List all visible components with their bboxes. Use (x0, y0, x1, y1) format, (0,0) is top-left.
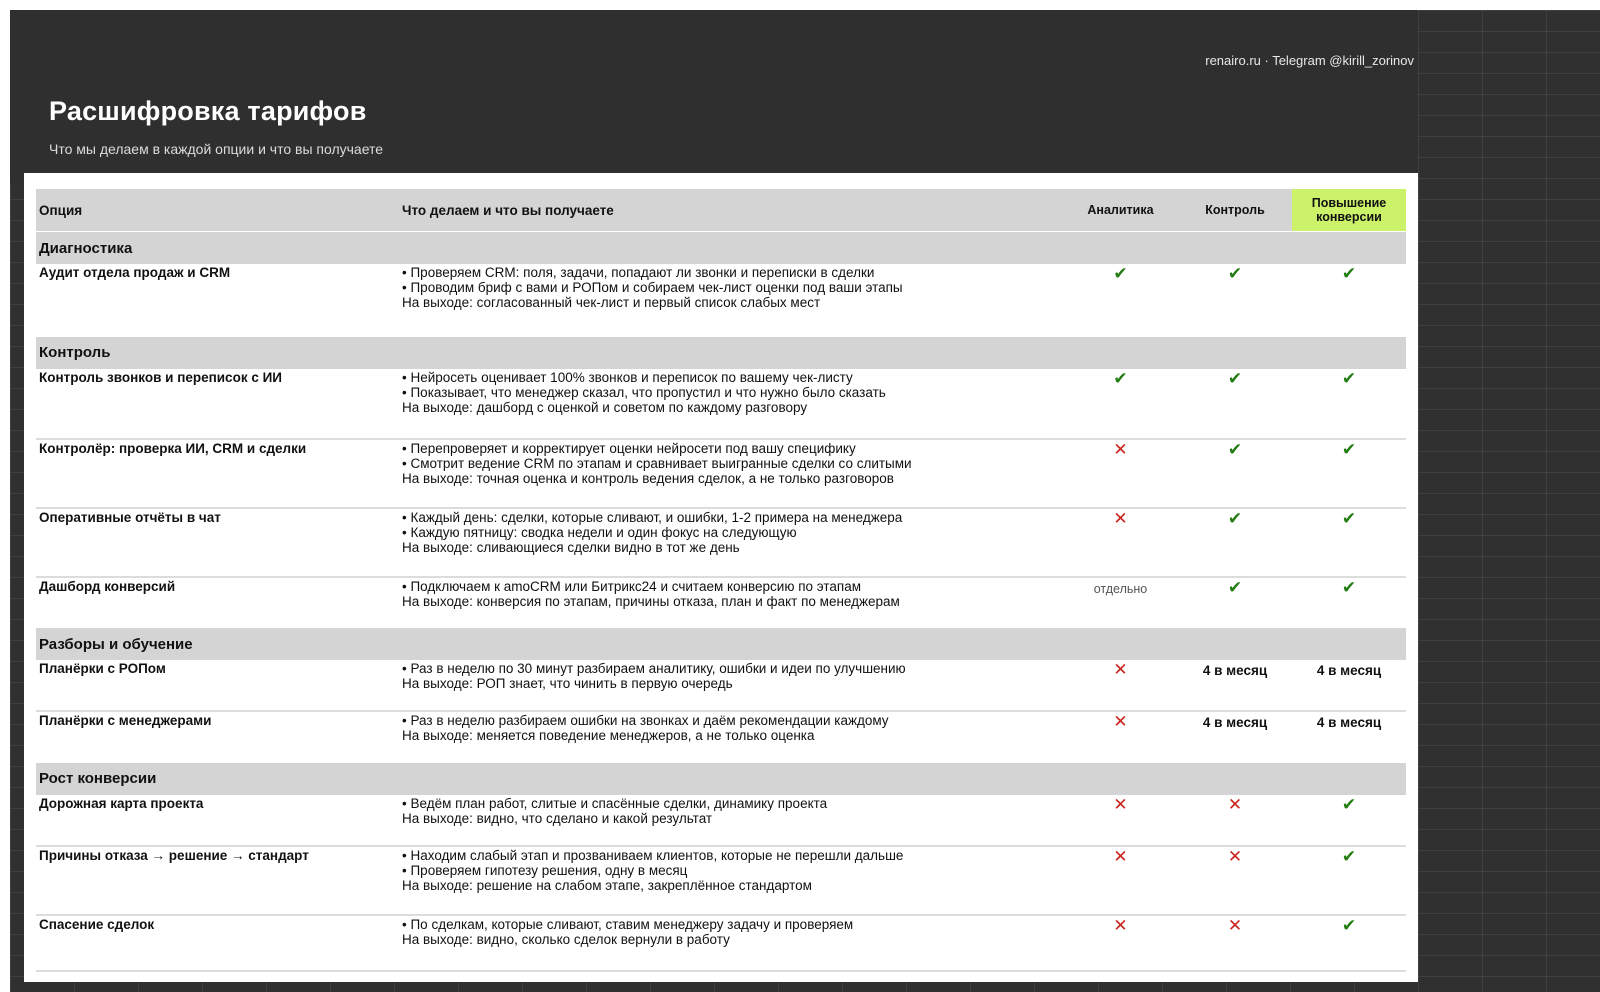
cross-icon: ✕ (1227, 794, 1243, 814)
option-description[interactable] (399, 508, 1063, 577)
plan-cell-plan2[interactable] (1178, 264, 1292, 336)
cross-icon: ✕ (1113, 508, 1128, 528)
plan-cell-plan3[interactable] (1292, 439, 1406, 508)
plan-cell-plan1[interactable] (1063, 369, 1178, 439)
option-description[interactable] (399, 439, 1063, 508)
plan-cell-plan1[interactable] (1063, 846, 1178, 915)
table-header-row (36, 189, 1406, 232)
cross-icon: ✕ (1113, 660, 1128, 679)
plan-cell-plan3[interactable] (1292, 577, 1406, 628)
bullet-line: • Показывает, что менеджер сказал, что пропустил и что нужно было сказать (402, 384, 886, 400)
plan-cell-plan2[interactable] (1178, 660, 1292, 711)
plan-cell-plan1[interactable] (1063, 508, 1178, 577)
result-line: На выходе: меняется поведение менеджеров, а не только оценка (402, 728, 815, 743)
plan-cell-plan1[interactable] (1063, 660, 1178, 711)
check-icon: ✔ (1341, 577, 1357, 597)
check-icon: ✔ (1113, 264, 1128, 283)
note-value: отдельно (1093, 581, 1148, 596)
contact-links[interactable]: renairo.ru · Telegram @kirill_zorinov (1205, 53, 1414, 68)
bullet-line: • Проводим бриф с вами и РОПом и собираем чек-лист оценки под ваши этапы (402, 280, 903, 295)
column-header-conversion[interactable]: Повышение конверсии (1292, 189, 1406, 232)
plan-cell-plan2[interactable] (1178, 795, 1292, 846)
bullet-line: • Раз в неделю разбираем ошибки на звонках и даём рекомендации каждому (402, 713, 889, 728)
plan-cell-plan1[interactable] (1063, 577, 1178, 628)
check-icon: ✔ (1227, 264, 1243, 283)
option-description[interactable] (399, 711, 1063, 762)
check-icon: ✔ (1341, 915, 1357, 935)
section-header-row (36, 232, 1406, 265)
table-row (36, 577, 1406, 628)
column-header-description[interactable]: Что делаем и что вы получаете (399, 189, 1063, 232)
result-line: На выходе: сливающиеся сделки видно в тот же день (402, 539, 740, 555)
option-name[interactable]: Оперативные отчёты в чат (36, 508, 399, 577)
bullet-line: • Находим слабый этап и прозваниваем клиентов, которые не перешли дальше (402, 847, 904, 863)
plan-cell-plan1[interactable] (1063, 264, 1178, 336)
check-icon: ✔ (1341, 508, 1357, 528)
option-name[interactable]: Контроль звонков и переписок с ИИ (36, 369, 399, 439)
option-name[interactable]: Планёрки с менеджерами (39, 713, 212, 728)
option-name[interactable]: Спасение сделок (36, 915, 399, 971)
plan-cell-plan3[interactable] (1292, 711, 1406, 762)
page-subtitle: Что мы делаем в каждой опции и что вы получаете (49, 141, 384, 157)
cross-icon: ✕ (1227, 846, 1243, 866)
table-row (36, 711, 1406, 762)
cross-icon: ✕ (1113, 439, 1128, 459)
result-line: На выходе: решение на слабом этапе, закреплённое стандартом (402, 877, 812, 893)
bullet-line: • По сделкам, которые сливают, ставим менеджеру задачу и проверяем (402, 916, 854, 932)
frequency-value: 4 в месяц (1202, 663, 1268, 678)
check-icon: ✔ (1227, 368, 1243, 388)
bullet-line: • Смотрит ведение CRM по этапам и сравнивает выигранные сделки со слитыми (402, 455, 912, 471)
plan-cell-plan2[interactable] (1178, 439, 1292, 508)
cross-icon: ✕ (1113, 794, 1128, 814)
plan-cell-plan2[interactable] (1178, 846, 1292, 915)
option-name[interactable]: Дорожная карта проекта (36, 795, 399, 846)
column-header-option[interactable]: Опция (36, 189, 399, 232)
bullet-line: • Каждый день: сделки, которые сливают, и ошибки, 1-2 примера на менеджера (402, 509, 903, 525)
table-row (36, 369, 1406, 439)
option-name[interactable]: Аудит отдела продаж и CRM (39, 265, 231, 280)
column-header-control[interactable]: Контроль (1178, 189, 1292, 232)
table-body (36, 232, 1406, 971)
table-row (36, 660, 1406, 711)
check-icon: ✔ (1113, 368, 1128, 388)
plan-cell-plan1[interactable] (1063, 439, 1178, 508)
plan-cell-plan2[interactable] (1178, 915, 1292, 971)
cross-icon: ✕ (1113, 915, 1128, 935)
check-icon: ✔ (1341, 794, 1357, 814)
result-line: На выходе: РОП знает, что чинить в первую очередь (402, 676, 733, 691)
option-name[interactable]: Планёрки с РОПом (36, 660, 399, 711)
section-title[interactable]: Рост конверсии (36, 762, 1406, 795)
frequency-value: 4 в месяц (1202, 715, 1268, 730)
tariff-table (36, 189, 1406, 972)
plan-cell-plan1[interactable] (1063, 795, 1178, 846)
plan-cell-plan1[interactable] (1063, 711, 1178, 762)
section-header-row (36, 628, 1406, 661)
section-header-row (36, 762, 1406, 795)
check-icon: ✔ (1341, 264, 1357, 283)
plan-cell-plan2[interactable] (1178, 711, 1292, 762)
bullet-line: • Ведём план работ, слитые и спасённые сделки, динамику проекта (402, 795, 828, 811)
plan-cell-plan3[interactable] (1292, 915, 1406, 971)
tariff-sheet (24, 173, 1418, 982)
bullet-line: • Подключаем к amoCRM или Битрикс24 и считаем конверсию по этапам (402, 578, 862, 594)
result-line: На выходе: видно, что сделано и какой результат (402, 810, 713, 826)
table-row (36, 915, 1406, 971)
plan-cell-plan3[interactable] (1292, 660, 1406, 711)
table-row (36, 795, 1406, 846)
option-description[interactable] (399, 795, 1063, 846)
check-icon: ✔ (1341, 368, 1357, 388)
check-icon: ✔ (1341, 846, 1357, 866)
option-description[interactable] (399, 264, 1063, 336)
option-description[interactable] (399, 577, 1063, 628)
bullet-line: • Раз в неделю по 30 минут разбираем аналитику, ошибки и идеи по улучшению (402, 661, 906, 676)
section-title[interactable]: Диагностика (36, 232, 1406, 265)
section-title[interactable]: Разборы и обучение (36, 628, 1406, 661)
column-header-analytics[interactable]: Аналитика (1063, 189, 1178, 232)
frequency-value: 4 в месяц (1316, 715, 1382, 730)
section-header-row (36, 336, 1406, 369)
plan-cell-plan1[interactable] (1063, 915, 1178, 971)
option-description[interactable] (399, 369, 1063, 439)
result-line: На выходе: дашборд с оценкой и советом по каждому разговору (402, 399, 808, 415)
bullet-line: • Проверяем гипотезу решения, одну в месяц (402, 862, 688, 878)
table-row (36, 846, 1406, 915)
table-row (36, 264, 1406, 336)
cross-icon: ✕ (1113, 712, 1128, 731)
result-line: На выходе: конверсия по этапам, причины отказа, план и факт по менеджерам (402, 593, 900, 609)
check-icon: ✔ (1227, 508, 1243, 528)
cross-icon: ✕ (1227, 915, 1243, 935)
table-row (36, 439, 1406, 508)
page-title: Расшифровка тарифов (49, 96, 367, 126)
cross-icon: ✕ (1113, 846, 1128, 866)
frequency-value: 4 в месяц (1316, 663, 1382, 678)
plan-cell-plan2[interactable] (1178, 508, 1292, 577)
bullet-line: • Перепроверяет и корректирует оценки нейросети под вашу специфику (402, 440, 856, 456)
option-description[interactable] (399, 915, 1063, 971)
plan-cell-plan3[interactable] (1292, 846, 1406, 915)
plan-cell-plan3[interactable] (1292, 369, 1406, 439)
plan-cell-plan2[interactable] (1178, 577, 1292, 628)
option-name[interactable]: Дашборд конверсий (39, 578, 176, 594)
result-line: На выходе: видно, сколько сделок вернули в работу (402, 931, 730, 947)
option-name[interactable]: Контролёр: проверка ИИ, CRM и сделки (36, 439, 399, 508)
check-icon: ✔ (1227, 439, 1243, 459)
table-row (36, 508, 1406, 577)
bullet-line: • Каждую пятницу: сводка недели и один фокус на следующую (402, 524, 797, 540)
check-icon: ✔ (1341, 439, 1357, 459)
section-title[interactable]: Контроль (36, 336, 1406, 369)
plan-cell-plan2[interactable] (1178, 369, 1292, 439)
plan-cell-plan3[interactable] (1292, 508, 1406, 577)
plan-cell-plan3[interactable] (1292, 264, 1406, 336)
bullet-line: • Проверяем CRM: поля, задачи, попадают ли звонки и переписки в сделки (402, 265, 875, 280)
plan-cell-plan3[interactable] (1292, 795, 1406, 846)
result-line: На выходе: точная оценка и контроль ведения сделок, а не только разговоров (402, 470, 894, 486)
bullet-line: • Нейросеть оценивает 100% звонков и переписок по вашему чек-листу (402, 369, 853, 385)
result-line: На выходе: согласованный чек-лист и первый список слабых мест (402, 295, 821, 310)
check-icon: ✔ (1227, 577, 1243, 597)
option-description[interactable] (399, 660, 1063, 711)
option-description[interactable] (399, 846, 1063, 915)
option-name[interactable]: Причины отказа → решение → стандарт (36, 846, 399, 915)
